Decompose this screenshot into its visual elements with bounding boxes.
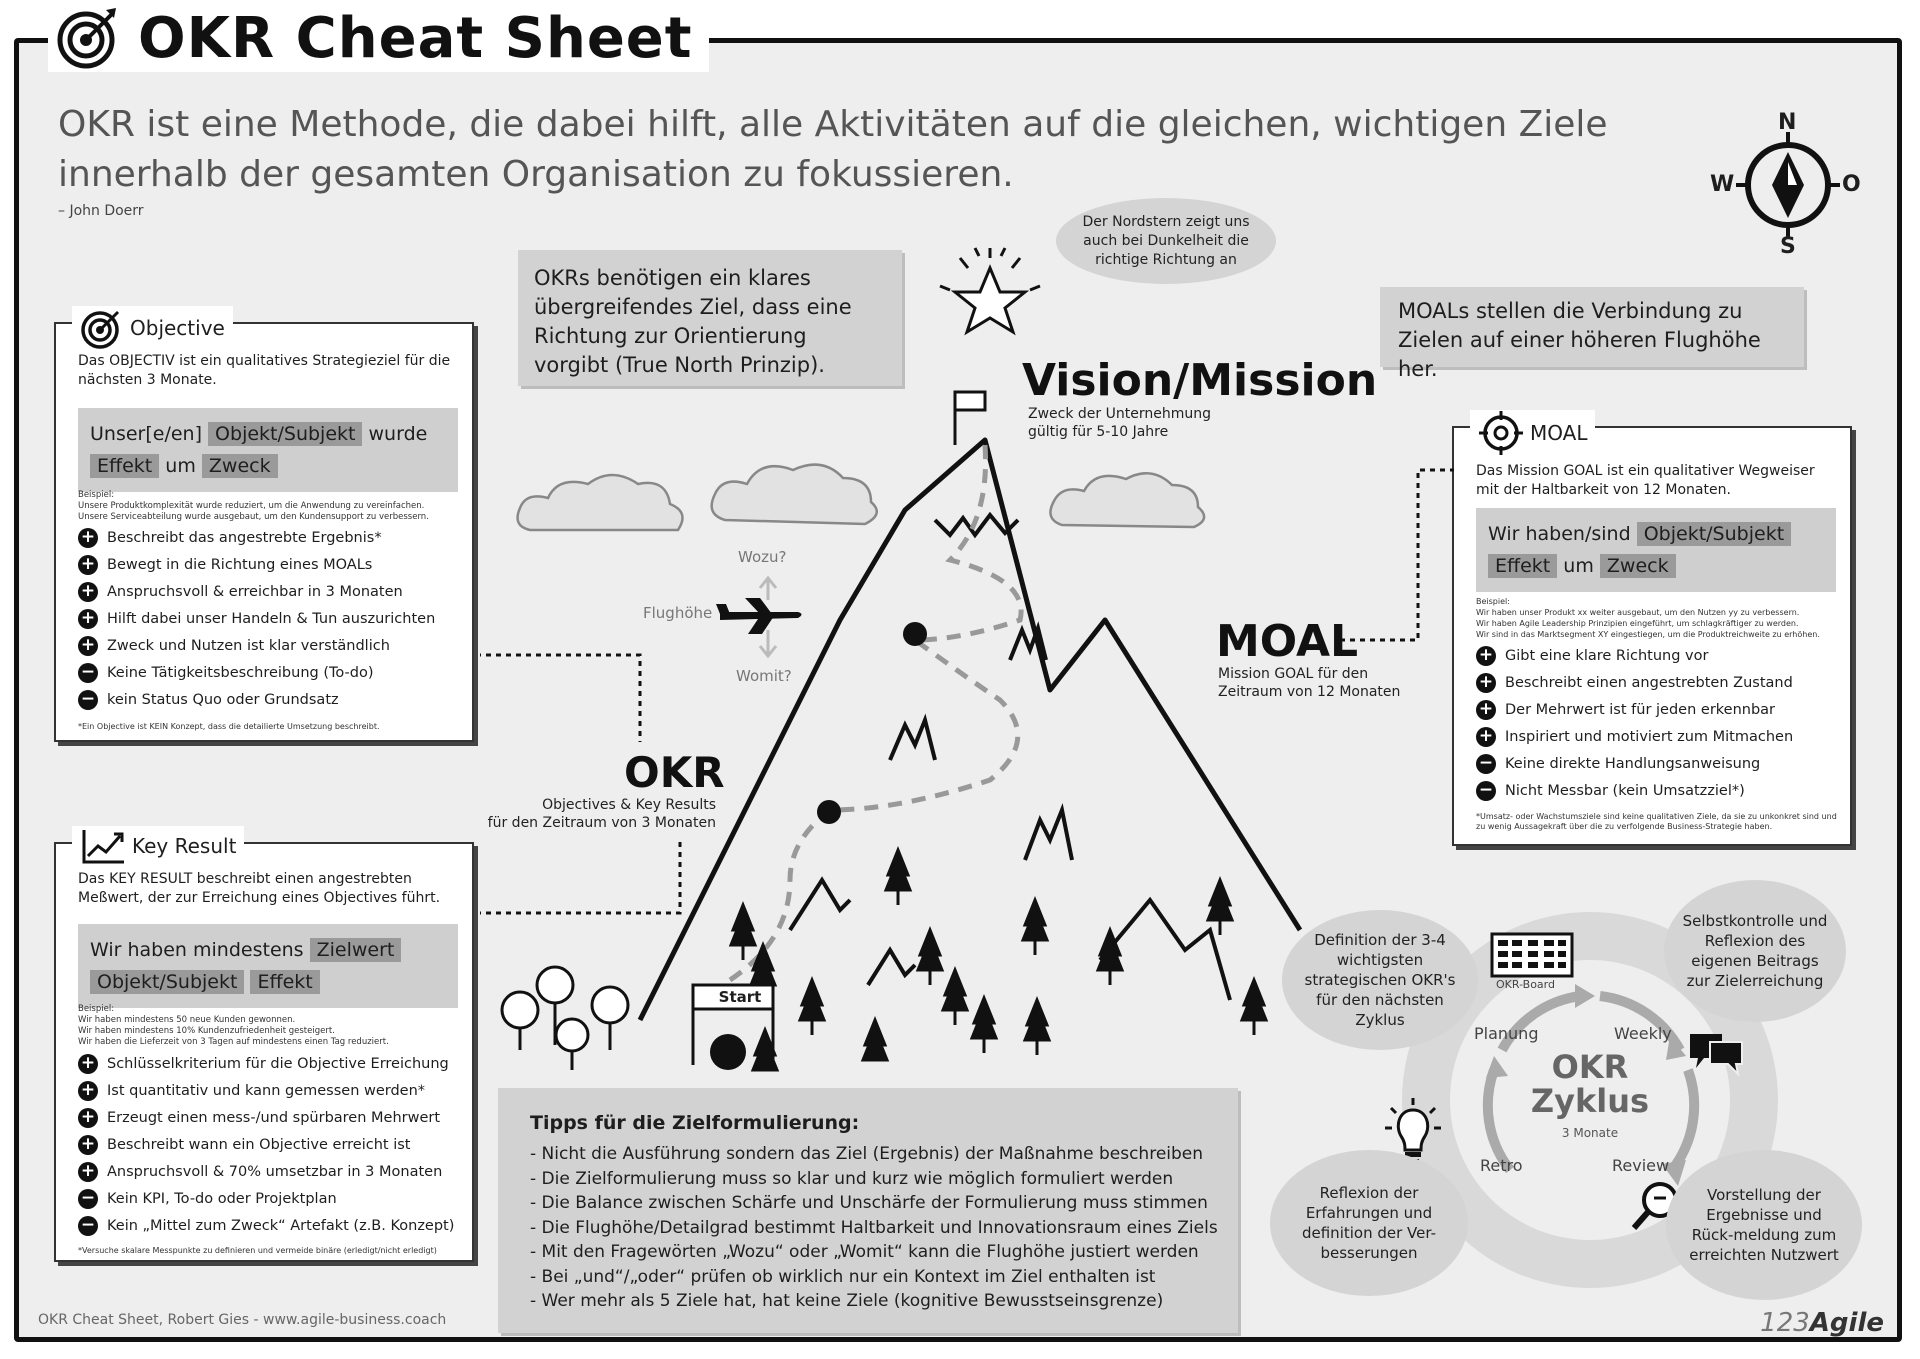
template-chip: Zweck [202, 454, 278, 478]
title-bar [48, 4, 709, 72]
okr-sub-line: für den Zeitraum von 3 Monaten [487, 815, 716, 831]
tip-item: - Mit den Fragewörten „Wozu“ oder „Womit“ kann die Flughöhe justiert werden [530, 1242, 1199, 1262]
example-line: Wir haben mindestens 50 neue Kunden gewonnen. [78, 1015, 296, 1025]
list-item [1476, 669, 1842, 696]
cycle-weekly: Weekly [1614, 1024, 1672, 1043]
okr-label-title: OKR [624, 748, 725, 797]
moal-title: MOAL [1530, 421, 1588, 445]
template-chip: Zielwert [310, 938, 402, 962]
minus-icon: − [1476, 754, 1496, 774]
cycle-duration: 3 Monate [1561, 1126, 1619, 1140]
target-icon [80, 306, 124, 350]
objective-bullets [78, 524, 464, 713]
objective-template [78, 408, 458, 492]
list-item-text: Beschreibt das angestrebte Ergebnis* [107, 529, 382, 546]
vision-title: Vision/Mission [1022, 355, 1378, 406]
list-item-text: Schlüsselkriterium für die Objective Erreichung [107, 1055, 449, 1072]
trend-chart-icon [80, 826, 126, 866]
list-item [1476, 750, 1842, 777]
list-item [78, 1050, 464, 1077]
moal-card-title [1470, 410, 1595, 456]
tip-item: - Bei „und“/„oder“ prüfen ob wirklich nur ein Kontext im Ziel enthalten ist [530, 1266, 1156, 1287]
minus-icon: − [1476, 781, 1496, 801]
list-item-text: Keine Tätigkeitsbeschreibung (To-do) [107, 664, 374, 681]
moal-sub-line: Zeitraum von 12 Monaten [1218, 684, 1401, 700]
list-item-text: Kein „Mittel zum Zweck“ Artefakt (z.B. Konzept) [107, 1217, 455, 1234]
example-line: Unsere Produktkomplexität wurde reduziert, um die Anwendung zu vereinfachen. [78, 501, 425, 511]
plus-icon: + [78, 609, 98, 629]
template-chip: Effekt [90, 454, 159, 478]
list-item [78, 1158, 464, 1185]
template-chip: Zweck [1600, 554, 1676, 578]
tips-title: Tipps für die Zielformulierung: [530, 1112, 860, 1134]
moal-note: MOALs stellen die Verbindung zu Zielen auf einer höheren Flughöhe her. [1380, 287, 1804, 367]
objective-card [54, 316, 474, 742]
cycle-planning: Planung [1474, 1024, 1539, 1043]
moal-example [1476, 596, 1836, 640]
list-item [78, 605, 464, 632]
chat-bubbles-icon [1688, 1028, 1744, 1078]
example-line: Wir haben unser Produkt xx weiter ausgebaut, um den Nutzen yy zu verbessern. [1476, 608, 1800, 617]
compass-north: N [1778, 110, 1797, 135]
compass-south: S [1780, 234, 1796, 259]
waypoint-dot [903, 622, 927, 646]
template-chip: Effekt [250, 970, 319, 994]
template-text: um [165, 455, 196, 477]
template-text: Wir haben mindestens [90, 939, 304, 961]
footer-credit: OKR Cheat Sheet, Robert Gies - www.agile-business.coach [38, 1312, 447, 1328]
plus-icon: + [78, 582, 98, 602]
tips-list [530, 1142, 1220, 1314]
list-item [1476, 777, 1842, 804]
list-item [78, 1131, 464, 1158]
retro-bubble: Reflexion der Erfahrungen und definition der Ver-besserungen [1270, 1150, 1468, 1296]
list-item [78, 524, 464, 551]
moal-label-title: MOAL [1216, 616, 1359, 667]
moal-bullets [1476, 642, 1842, 804]
cloud-icon [712, 465, 877, 524]
vision-sub-line: Zweck der Unternehmung [1028, 406, 1211, 422]
waypoint-dot [817, 800, 841, 824]
key-result-template [78, 924, 458, 1008]
key-result-card-title [72, 826, 244, 866]
tip-item: - Die Zielformulierung muss so klar und kurz wie möglich formuliert werden [530, 1168, 1174, 1189]
list-item-text: Anspruchsvoll & erreichbar in 3 Monaten [107, 583, 403, 600]
start-dot [710, 1034, 746, 1070]
objective-example [78, 490, 458, 523]
example-label: Beispiel: [1476, 597, 1510, 606]
list-item [78, 632, 464, 659]
objective-title: Objective [130, 316, 225, 340]
list-item [1476, 642, 1842, 669]
list-item [78, 659, 464, 686]
moal-sub-line: Mission GOAL für den [1218, 666, 1369, 682]
okr-label-subtitle [470, 796, 716, 832]
tip-item: - Die Balance zwischen Schärfe und Unschärfe der Formulierung muss stimmen [530, 1193, 1208, 1213]
list-item-text: Inspiriert und motiviert zum Mitmachen [1505, 728, 1794, 745]
plus-icon: + [1476, 673, 1496, 693]
okr-sub-line: Objectives & Key Results [542, 797, 716, 813]
flight-height: Flughöhe [643, 604, 713, 622]
plus-icon: + [78, 1162, 98, 1182]
list-item-text: Gibt eine klare Richtung vor [1505, 647, 1709, 664]
template-chip: Objekt/Subjekt [1637, 522, 1791, 546]
cycle-title-line: Zyklus [1530, 1082, 1650, 1120]
objective-card-title [72, 306, 233, 350]
example-line: Wir haben mindestens 10% Kundenzufriedenheit gesteigert. [78, 1026, 335, 1036]
main-quote: OKR ist eine Methode, die dabei hilft, alle Aktivitäten auf die gleichen, wichtigen Ziele innerhalb der gesamten Organisation zu fokussieren. [58, 104, 1608, 195]
compass-west: W [1710, 172, 1735, 197]
tip-item: - Nicht die Ausführung sondern das Ziel (Ergebnis) der Maßnahme beschreiben [530, 1144, 1204, 1164]
example-line: Wir haben Agile Leadership Prinzipien eingeführt, um schlagkräftiger zu werden. [1476, 619, 1799, 628]
list-item [78, 1185, 464, 1212]
cloud-icon [518, 475, 683, 530]
template-text: um [1563, 555, 1594, 577]
example-line: Wir sind in das Marktsegment XY eingestiegen, um die Produktreichweite zu erhöhen. [1476, 630, 1820, 639]
page-title: OKR Cheat Sheet [138, 5, 693, 71]
example-line: Unsere Serviceabteilung wurde ausgebaut, um den Kundensupport zu verbessern. [78, 512, 429, 522]
minus-icon: − [78, 690, 98, 710]
minus-icon: − [78, 663, 98, 683]
cycle-title [1470, 1050, 1710, 1118]
plus-icon: + [78, 555, 98, 575]
list-item-text: Ist quantitativ und kann gemessen werden* [107, 1082, 426, 1099]
moal-label-subtitle [1218, 665, 1400, 701]
compass-east: O [1842, 172, 1861, 197]
list-item-text: Kein KPI, To-do oder Projektplan [107, 1190, 337, 1207]
list-item-text: kein Status Quo oder Grundsatz [107, 691, 339, 708]
list-item-text: Beschreibt wann ein Objective erreicht ist [107, 1136, 411, 1153]
list-item-text: Beschreibt einen angestrebten Zustand [1505, 674, 1793, 691]
key-result-bullets [78, 1050, 464, 1239]
template-chip: Objekt/Subjekt [90, 970, 244, 994]
list-item [78, 1104, 464, 1131]
cloud-icon [1050, 473, 1204, 527]
plus-icon: + [78, 1054, 98, 1074]
template-chip: Effekt [1488, 554, 1557, 578]
moal-template [1476, 508, 1836, 592]
vision-subtitle [1028, 405, 1211, 441]
list-item-text: Zweck und Nutzen ist klar verständlich [107, 637, 390, 654]
target-icon [56, 6, 120, 70]
cycle-title-line: OKR [1551, 1048, 1629, 1086]
north-star-icon [940, 248, 1040, 332]
tree-icons [731, 850, 1266, 1070]
minus-icon: − [78, 1189, 98, 1209]
plus-icon: + [1476, 646, 1496, 666]
tip-item: - Die Flughöhe/Detailgrad bestimmt Haltbarkeit und Innovationsraum eines Ziels [530, 1217, 1218, 1238]
key-result-example [78, 1004, 458, 1048]
plus-icon: + [78, 1081, 98, 1101]
tip-item: - Wer mehr als 5 Ziele hat, hat keine Ziele (kognitive Bewusstseinsgrenze) [530, 1291, 1164, 1311]
key-result-lead: Das KEY RESULT beschreibt einen angestrebten Meßwert, der zur Erreichung eines Objectives führt. [78, 871, 441, 906]
key-result-title: Key Result [132, 834, 237, 858]
planning-bubble: Definition der 3-4 wichtigsten strategischen OKR's für den nächsten Zyklus [1282, 910, 1478, 1050]
key-result-card [54, 834, 474, 1262]
leafy-tree-icons [502, 967, 628, 1070]
start-label: Start [718, 988, 762, 1006]
minus-icon: − [78, 1216, 98, 1236]
moal-card [1452, 421, 1852, 846]
flight-wozu: Wozu? [738, 548, 787, 566]
north-star-bubble: Der Nordstern zeigt uns auch bei Dunkelheit die richtige Richtung an [1056, 198, 1276, 284]
template-chip: Objekt/Subjekt [208, 422, 362, 446]
peak-marks [790, 628, 1230, 1000]
example-line: Wir haben die Lieferzeit von 3 Tagen auf mindestens einen Tag reduziert. [78, 1037, 389, 1047]
list-item [78, 1077, 464, 1104]
cycle-review: Review [1612, 1156, 1670, 1175]
okr-note: OKRs benötigen ein klares übergreifendes Ziel, dass eine Richtung zur Orientierung vorgibt (True North Prinzip). [518, 250, 902, 386]
list-item-text: Der Mehrwert ist für jeden erkennbar [1505, 701, 1776, 718]
list-item [78, 551, 464, 578]
list-item-text: Hilft dabei unser Handeln & Tun auszurichten [107, 610, 436, 627]
list-item [78, 686, 464, 713]
example-label: Beispiel: [78, 490, 115, 500]
quote-author: – John Doerr [58, 203, 144, 219]
objective-lead: Das OBJECTIV ist ein qualitatives Strategieziel für die nächsten 3 Monate. [78, 353, 451, 388]
brand-logo [1760, 1308, 1884, 1338]
list-item-text: Keine direkte Handlungsanweisung [1505, 755, 1761, 772]
moal-footnote: *Umsatz- oder Wachstumsziele sind keine qualitativen Ziele, da sie zu unkonkret sind und zu wenig Aussagekraft über die zu verfolgende Business-Strategie haben. [1476, 812, 1837, 831]
flight-womit: Womit? [736, 667, 792, 685]
crosshair-icon [1478, 410, 1524, 456]
brand-name: Agile [1809, 1308, 1884, 1338]
list-item [78, 578, 464, 605]
template-text: Wir haben/sind [1488, 523, 1631, 545]
okr-board-label: OKR-Board [1496, 978, 1555, 991]
list-item [78, 1212, 464, 1239]
moal-lead: Das Mission GOAL ist ein qualitativer Wegweiser mit der Haltbarkeit von 12 Monaten. [1476, 463, 1815, 498]
example-label: Beispiel: [78, 1004, 115, 1014]
review-bubble: Vorstellung der Ergebnisse und Rück-meldung zum erreichten Nutzwert [1666, 1150, 1862, 1300]
plus-icon: + [78, 1108, 98, 1128]
list-item-text: Bewegt in die Richtung eines MOALs [107, 556, 373, 573]
trail-path [730, 445, 1021, 980]
template-text: wurde [368, 423, 428, 445]
cycle-retro: Retro [1480, 1156, 1523, 1175]
plus-icon: + [78, 528, 98, 548]
list-item [1476, 723, 1842, 750]
list-item-text: Anspruchsvoll & 70% umsetzbar in 3 Monaten [107, 1163, 443, 1180]
list-item-text: Nicht Messbar (kein Umsatzziel*) [1505, 782, 1745, 799]
key-result-footnote: *Versuche skalare Messpunkte zu definieren und vermeide binäre (erledigt/nicht erledigt) [78, 1246, 437, 1255]
plus-icon: + [78, 1135, 98, 1155]
plus-icon: + [1476, 700, 1496, 720]
list-item-text: Erzeugt einen mess-/und spürbaren Mehrwert [107, 1109, 441, 1126]
brand-number: 123 [1760, 1308, 1810, 1338]
plus-icon: + [1476, 727, 1496, 747]
objective-footnote: *Ein Objective ist KEIN Konzept, dass die detailierte Umsetzung beschreibt. [78, 722, 380, 731]
template-text: Unser[e/en] [90, 423, 202, 445]
tips-box [498, 1088, 1238, 1333]
airplane-icon [716, 598, 802, 634]
vision-sub-line: gültig für 5-10 Jahre [1028, 424, 1169, 440]
weekly-bubble: Selbstkontrolle und Reflexion des eigenen Beitrags zur Zielerreichung [1664, 880, 1846, 1022]
plus-icon: + [78, 636, 98, 656]
list-item [1476, 696, 1842, 723]
okr-board-icon [1490, 932, 1574, 978]
summit-flag-icon [955, 392, 985, 445]
